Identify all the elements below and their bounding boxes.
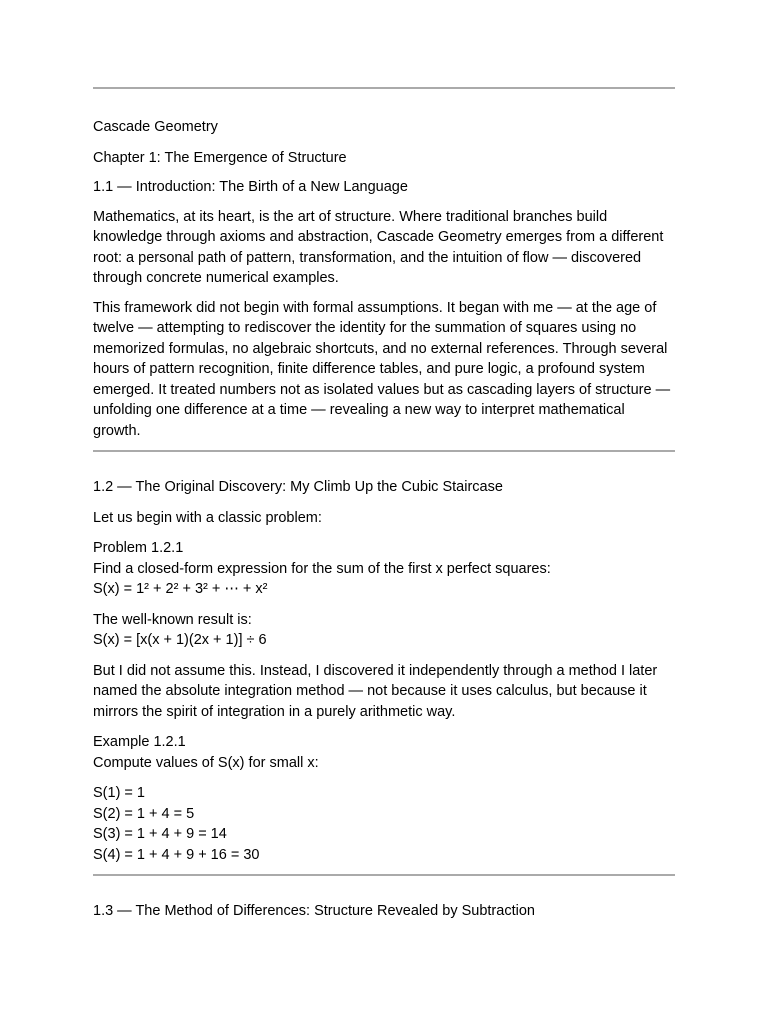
section-1-3-heading: 1.3 — The Method of Differences: Structure Revealed by Subtraction <box>93 903 535 919</box>
result-formula: S(x) = [x(x + 1)(2x + 1)] ÷ 6 <box>93 632 267 648</box>
example-label: Example 1.2.1 <box>93 734 186 750</box>
value-line: S(2) = 1 + 4 = 5 <box>93 805 195 822</box>
document-content <box>93 87 675 922</box>
result-block <box>93 610 675 651</box>
values-list <box>93 783 675 865</box>
problem-label: Problem 1.2.1 <box>93 540 184 556</box>
chapter-heading: Chapter 1: The Emergence of Structure <box>93 149 347 166</box>
section-1-1-heading: 1.1 — Introduction: The Birth of a New Language <box>93 179 408 195</box>
value-line: S(4) = 1 + 4 + 9 + 16 = 30 <box>93 846 260 863</box>
problem-block <box>93 538 675 600</box>
value-line: S(1) = 1 <box>93 785 145 801</box>
problem-text: Find a closed-form expression for the sum of the first x perfect squares: <box>93 560 551 577</box>
section-1-1-paragraph: This framework did not begin with formal assumptions. It began with me — at the age of twelve — attempting to rediscover the identity for the summation of squares using no memorized formulas, no algebraic shortcuts, and no external references. Through several hours of pattern recognition, finite difference tables, and pure logic, a profound system emerged. It treated numbers not as isolated values but as cascading layers of structure — unfolding one difference at a time — revealing a new way to interpret mathematical growth. <box>93 299 671 439</box>
section-1-2-heading: 1.2 — The Original Discovery: My Climb Up the Cubic Staircase <box>93 479 503 495</box>
example-text: Compute values of S(x) for small x: <box>93 754 319 771</box>
document-title: Cascade Geometry <box>93 119 218 135</box>
section-1-1-paragraph: Mathematics, at its heart, is the art of structure. Where traditional branches build knowledge through axioms and abstraction, Cascade Geometry emerges from a different root: a personal path of pattern, transformation, and the intuition of flow — discovered through concrete numerical examples. <box>93 208 664 286</box>
value-line: S(3) = 1 + 4 + 9 = 14 <box>93 826 227 842</box>
example-block <box>93 732 675 773</box>
section-1-2-intro: Let us begin with a classic problem: <box>93 509 322 526</box>
divider-top <box>93 87 675 89</box>
divider-1 <box>93 450 675 452</box>
result-label: The well-known result is: <box>93 611 252 628</box>
problem-formula: S(x) = 1² + 2² + 3² + ⋯ + x² <box>93 581 268 597</box>
discussion-paragraph: But I did not assume this. Instead, I discovered it independently through a method I later named the absolute integration method — not because it uses calculus, but because it mirrors the spirit of integration in a purely arithmetic way. <box>93 662 658 720</box>
divider-2 <box>93 874 675 876</box>
